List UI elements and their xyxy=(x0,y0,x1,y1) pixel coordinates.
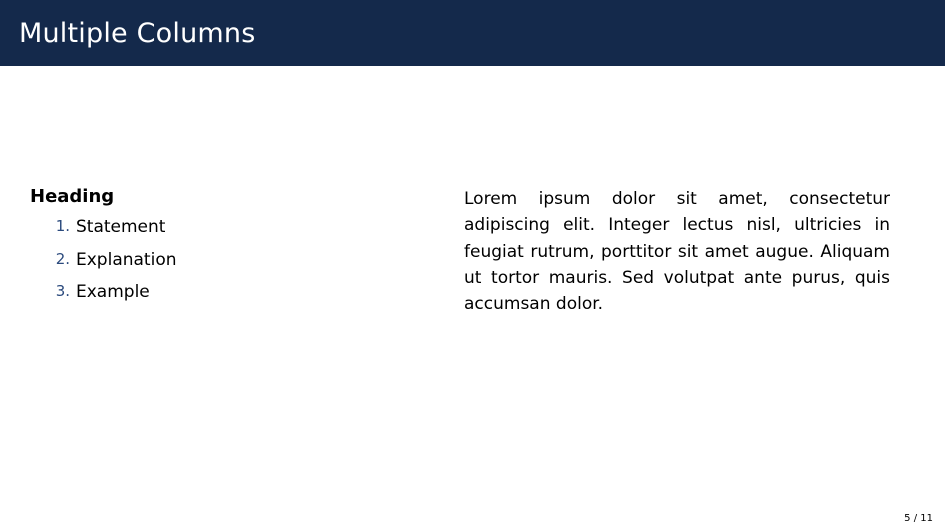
left-column xyxy=(30,186,430,314)
slide-title-bar xyxy=(0,0,945,66)
numbered-list xyxy=(30,216,430,305)
body-paragraph: Lorem ipsum dolor sit amet, consectetur adipiscing elit. Integer lectus nisl, ultricies in feugiat rutrum, porttitor sit amet augue. Aliquam ut tortor mauris. Sed volutpat ante purus, quis accumsan dolor. xyxy=(464,189,890,315)
list-item-number: 3. xyxy=(55,282,70,301)
list-item-label: Explanation xyxy=(76,249,177,270)
right-column xyxy=(464,186,890,318)
left-column-heading: Heading xyxy=(30,186,115,207)
page-number: 5 / 11 xyxy=(904,513,933,524)
list-item-label: Example xyxy=(76,282,150,303)
list-item xyxy=(30,249,430,272)
list-item-number: 2. xyxy=(55,249,70,268)
list-item-number: 1. xyxy=(55,216,70,235)
list-item xyxy=(30,216,430,239)
list-item xyxy=(30,281,430,304)
slide-content xyxy=(0,66,945,532)
list-item-label: Statement xyxy=(76,216,166,237)
page-title: Multiple Columns xyxy=(19,18,256,49)
